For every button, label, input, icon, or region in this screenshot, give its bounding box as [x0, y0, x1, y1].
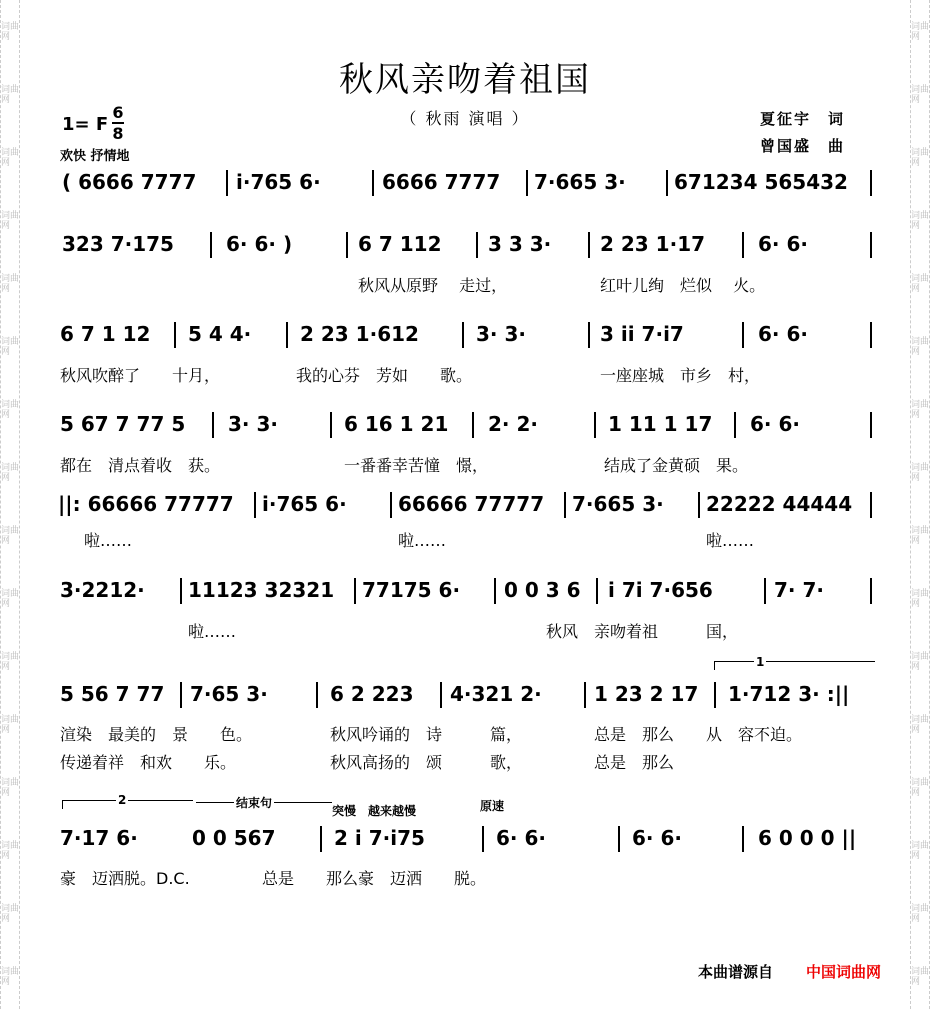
measure: 6· 6· [750, 412, 800, 436]
measure: 3·2212· [60, 578, 145, 602]
measure: 6· 6· [758, 322, 808, 346]
barline [588, 232, 590, 258]
measure: 66666 77777 [398, 492, 545, 516]
measure: ( 6666 7777 [62, 170, 197, 194]
time-signature [112, 104, 124, 142]
barline [440, 682, 442, 708]
song-title: 秋风亲吻着祖国 [339, 60, 591, 100]
barline [180, 578, 182, 604]
barline [482, 826, 484, 852]
tempo-marking: 欢快 抒情地 [60, 149, 130, 164]
barline [764, 578, 766, 604]
lyric-line: 秋风吟诵的 诗 篇， [330, 725, 523, 744]
barline [354, 578, 356, 604]
measure: 7·665 3· [572, 492, 664, 516]
measure: 2 i 7·i75 [334, 826, 425, 850]
footer-brand-link[interactable]: 中国词曲网 [806, 963, 882, 981]
lyric-line: 秋风 亲吻着祖 国， [546, 622, 739, 641]
ritardando-label: 突慢 越来越慢 [332, 804, 417, 818]
barline [320, 826, 322, 852]
lyric-line: 豪 迈洒脱。D.C. [60, 869, 190, 888]
meter-denominator: 8 [112, 124, 124, 143]
watermark-text: 词曲网 [911, 652, 930, 673]
lyric-line: 我的心芬 芳如 歌。 [296, 366, 473, 385]
watermark-text: 词曲网 [1, 652, 20, 673]
measure: 6 7 1 12 [60, 322, 151, 346]
barline [594, 412, 596, 438]
barline [596, 578, 598, 604]
measure: i·765 6· [236, 170, 321, 194]
watermark-text: 词曲网 [911, 462, 930, 483]
lyric-line: 红叶儿绚 烂似 火。 [600, 276, 766, 295]
measure: 6 2 223 [330, 682, 414, 706]
measure: 6666 7777 [382, 170, 501, 194]
measure: i 7i 7·656 [608, 578, 713, 602]
measure: 7·17 6· [60, 826, 138, 850]
composer-credit: 曾国盛 曲 [760, 137, 846, 155]
lyricist-credit: 夏征宇 词 [760, 110, 846, 128]
watermark-text: 词曲网 [911, 904, 930, 925]
watermark-text: 词曲网 [911, 589, 930, 610]
measure: 7· 7· [774, 578, 824, 602]
measure: 0 0 3 6 [504, 578, 581, 602]
volta-bracket-1 [714, 661, 875, 670]
barline [714, 682, 716, 708]
measure: 22222 44444 [706, 492, 853, 516]
measure: 1·712 3· :|| [728, 682, 850, 706]
watermark-text: 词曲网 [911, 715, 930, 736]
barline [870, 322, 872, 348]
measure: 6· 6· [758, 232, 808, 256]
watermark-text: 词曲网 [911, 210, 930, 231]
volta-number-1: 1 [756, 655, 765, 669]
key-signature: 1= F [62, 114, 109, 135]
watermark-text: 词曲网 [1, 147, 20, 168]
lyric-line: 总是 那么豪 迈洒 脱。 [262, 869, 487, 888]
barline [372, 170, 374, 196]
measure: 6 16 1 21 [344, 412, 449, 436]
barline [564, 492, 566, 518]
watermark-text: 词曲网 [911, 273, 930, 294]
barline [494, 578, 496, 604]
measure: 5 67 7 77 5 [60, 412, 186, 436]
lyric-line: 啦…… [398, 531, 447, 550]
watermark-text: 词曲网 [1, 273, 20, 294]
measure: 5 4 4· [188, 322, 252, 346]
measure: 6 7 112 [358, 232, 442, 256]
barline [666, 170, 668, 196]
measure: 3· 3· [476, 322, 526, 346]
lyric-line: 啦…… [84, 531, 133, 550]
barline [174, 322, 176, 348]
measure: 6· 6· ) [226, 232, 293, 256]
watermark-text: 词曲网 [1, 778, 20, 799]
measure: 3 3 3· [488, 232, 552, 256]
watermark-text: 词曲网 [911, 967, 930, 988]
a-tempo-label: 原速 [480, 799, 505, 813]
barline [286, 322, 288, 348]
barline [742, 232, 744, 258]
lyric-line: 都在 清点着收 获。 [60, 456, 221, 475]
barline [734, 412, 736, 438]
barline [390, 492, 392, 518]
barline [870, 578, 872, 604]
lyric-line-verse2: 传递着祥 和欢 乐。 [60, 753, 237, 772]
barline [870, 492, 872, 518]
measure: 3 ii 7·i7 [600, 322, 684, 346]
barline [618, 826, 620, 852]
lyric-line-verse2: 总是 那么 [594, 753, 675, 772]
lyric-line: 秋风吹醉了 十月， [60, 366, 221, 385]
measure: 4·321 2· [450, 682, 542, 706]
lyric-line: 一座座城 市乡 村， [600, 366, 761, 385]
measure: 77175 6· [362, 578, 461, 602]
barline [698, 492, 700, 518]
measure: 1 23 2 17 [594, 682, 699, 706]
barline [212, 412, 214, 438]
barline [526, 170, 528, 196]
barline [742, 322, 744, 348]
barline [316, 682, 318, 708]
barline [254, 492, 256, 518]
coda-label: 结束句 [236, 796, 273, 810]
lyric-line-verse2: 秋风高扬的 颂 歌， [330, 753, 523, 772]
measure: 11123 32321 [188, 578, 335, 602]
lyric-line: 渲染 最美的 景 色。 [60, 725, 253, 744]
watermark-text: 词曲网 [911, 841, 930, 862]
lyric-line: 一番番幸苦憧 憬， [344, 456, 489, 475]
watermark-text: 词曲网 [1, 399, 20, 420]
measure: 6 0 0 0 || [758, 826, 857, 850]
barline [476, 232, 478, 258]
lyric-line: 结成了金黄硕 果。 [604, 456, 749, 475]
barline [180, 682, 182, 708]
measure: 7·665 3· [534, 170, 626, 194]
lyric-line: 啦…… [706, 531, 755, 550]
barline [330, 412, 332, 438]
watermark-text: 词曲网 [911, 336, 930, 357]
measure: 5 56 7 77 [60, 682, 165, 706]
barline [870, 412, 872, 438]
barline [588, 322, 590, 348]
barline [584, 682, 586, 708]
watermark-text: 词曲网 [911, 399, 930, 420]
measure: 6· 6· [496, 826, 546, 850]
lyric-line: 秋风从原野 走过， [358, 276, 508, 295]
measure: 6· 6· [632, 826, 682, 850]
barline [870, 170, 872, 196]
measure: 2· 2· [488, 412, 538, 436]
barline [472, 412, 474, 438]
watermark-text: 词曲网 [911, 526, 930, 547]
watermark-text: 词曲网 [911, 778, 930, 799]
measure: 2 23 1·612 [300, 322, 419, 346]
measure: 323 7·175 [62, 232, 174, 256]
measure: 2 23 1·17 [600, 232, 706, 256]
lyric-line: 啦…… [188, 622, 237, 641]
watermark-text: 词曲网 [911, 147, 930, 168]
watermark-text: 词曲网 [1, 841, 20, 862]
measure: 671234 565432 [674, 170, 848, 194]
barline [742, 826, 744, 852]
barline [210, 232, 212, 258]
watermark-strip-right [910, 0, 930, 1009]
singer-credit: （ 秋雨 演唱 ） [400, 109, 530, 128]
watermark-text: 词曲网 [1, 526, 20, 547]
barline [870, 232, 872, 258]
watermark-strip-left [0, 0, 20, 1009]
watermark-text: 词曲网 [1, 967, 20, 988]
barline [346, 232, 348, 258]
watermark-text: 词曲网 [911, 21, 930, 42]
barline [462, 322, 464, 348]
measure: 0 0 567 [192, 826, 276, 850]
watermark-text: 词曲网 [1, 21, 20, 42]
meter-numerator: 6 [112, 103, 124, 122]
measure: 7·65 3· [190, 682, 268, 706]
watermark-text: 词曲网 [1, 210, 20, 231]
watermark-text: 词曲网 [911, 84, 930, 105]
measure: 3· 3· [228, 412, 278, 436]
watermark-text: 词曲网 [1, 462, 20, 483]
footer-source-label: 本曲谱源自 [698, 963, 774, 981]
watermark-text: 词曲网 [1, 904, 20, 925]
measure: i·765 6· [262, 492, 347, 516]
watermark-text: 词曲网 [1, 589, 20, 610]
watermark-text: 词曲网 [1, 715, 20, 736]
volta-number-2: 2 [118, 793, 127, 807]
measure: ||: 66666 77777 [58, 492, 234, 516]
watermark-text: 词曲网 [1, 336, 20, 357]
barline [226, 170, 228, 196]
lyric-line: 总是 那么 从 容不迫。 [594, 725, 803, 744]
watermark-text: 词曲网 [1, 84, 20, 105]
measure: 1 11 1 17 [608, 412, 713, 436]
